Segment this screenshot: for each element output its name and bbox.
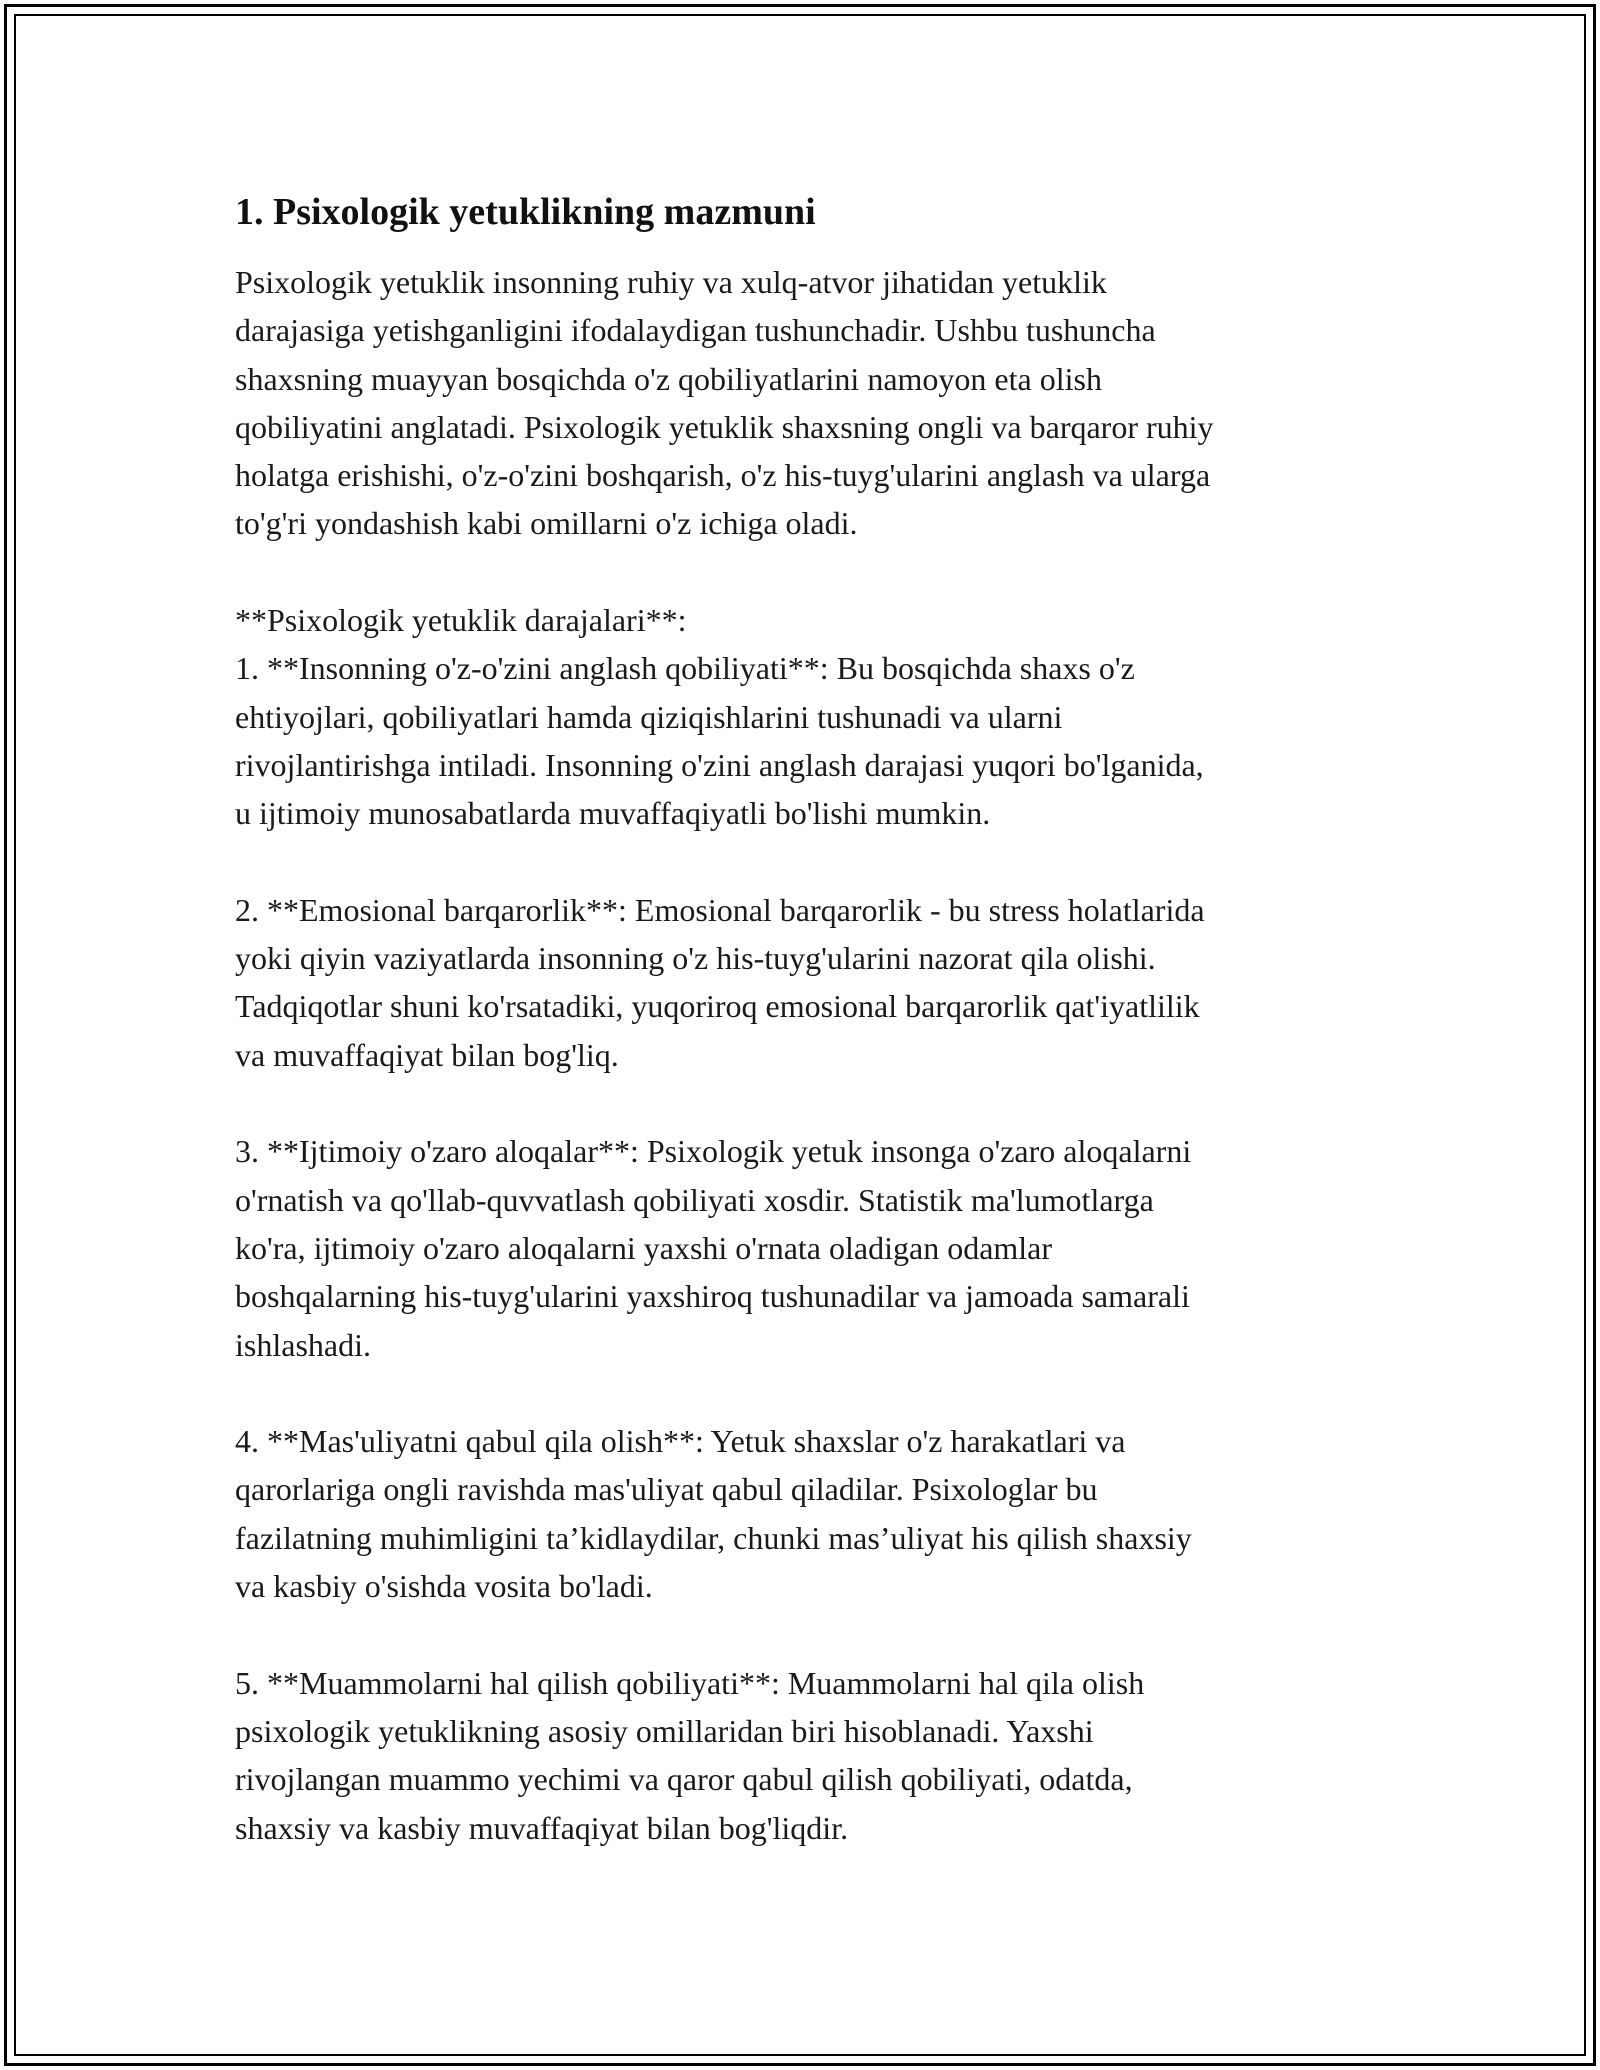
list-item-emotional-stability: 2. **Emosional barqarorlik**: Emosional barqarorlik - bu stress holatlarida yoki qiyin vaziyatlarda insonning o'z his-tuyg'ularini nazorat qila olishi. Tadqiqotlar shuni ko'rsatadiki, yuqoriroq emosional barqarorlik qat'iyatlilik va muvaffaqiyat bilan bog'liq.: [235, 891, 1205, 1073]
section-heading: 1. Psixologik yetuklikning mazmuni: [235, 191, 816, 233]
paragraph-gap: [235, 1079, 1375, 1127]
document-content: [235, 188, 1375, 1852]
list-item-problem-solving: 5. **Muammolarni hal qilish qobiliyati**: Muammolarni hal qila olish psixologik yetuklikning asosiy omillaridan biri hisoblanadi. Yaxshi rivojlangan muammo yechimi va qaror qabul qilish qobiliyati, odatda, shaxsiy va kasbiy muvaffaqiyat bilan bog'liqdir.: [235, 1664, 1145, 1846]
list-item-responsibility: 4. **Mas'uliyatni qabul qila olish**: Yetuk shaxslar o'z harakatlari va qarorlariga ongli ravishda mas'uliyat qabul qiladilar. Psixologlar bu fazilatning muhimligini ta’kidlaydilar, chunki mas’uliyat his qilish shaxsiy va kasbiy o'sishda vosita bo'ladi.: [235, 1423, 1192, 1605]
paragraph-gap: [235, 838, 1375, 886]
list-item-self-awareness: 1. **Insonning o'z-o'zini anglash qobiliyati**: Bu bosqichda shaxs o'z ehtiyojlari, qobiliyatlari hamda qiziqishlarini tushunadi va ularni rivojlantirishga intiladi. Insonning o'zini anglash darajasi yuqori bo'lganida, u ijtimoiy munosabatlarda muvaffaqiyatli bo'lishi mumkin.: [235, 650, 1204, 832]
list-item-social-interaction: 3. **Ijtimoiy o'zaro aloqalar**: Psixologik yetuk insonga o'zaro aloqalarni o'rnatish va qo'llab-quvvatlash qobiliyati xosdir. Statistik ma'lumotlarga ko'ra, ijtimoiy o'zaro aloqalarni yaxshi o'rnata oladigan odamlar boshqalarning his-tuyg'ularini yaxshiroq tushunadilar va jamoada samarali ishlashadi.: [235, 1133, 1192, 1363]
levels-subheading: **Psixologik yetuklik darajalari**:: [235, 602, 687, 639]
intro-paragraph: Psixologik yetuklik insonning ruhiy va xulq-atvor jihatidan yetuklik darajasiga yetishganligini ifodalaydigan tushunchadir. Ushbu tushuncha shaxsning muayyan bosqichda o'z qobiliyatlarini namoyon eta olish qobiliyatini anglatadi. Psixologik yetuklik shaxsning ongli va barqaror ruhiy holatga erishishi, o'z-o'zini boshqarish, o'z his-tuyg'ularini anglash va ularga to'g'ri yondashish kabi omillarni o'z ichiga oladi.: [235, 264, 1214, 542]
paragraph-gap: [235, 548, 1375, 596]
paragraph-gap: [235, 1369, 1375, 1417]
paragraph-gap: [235, 1610, 1375, 1658]
